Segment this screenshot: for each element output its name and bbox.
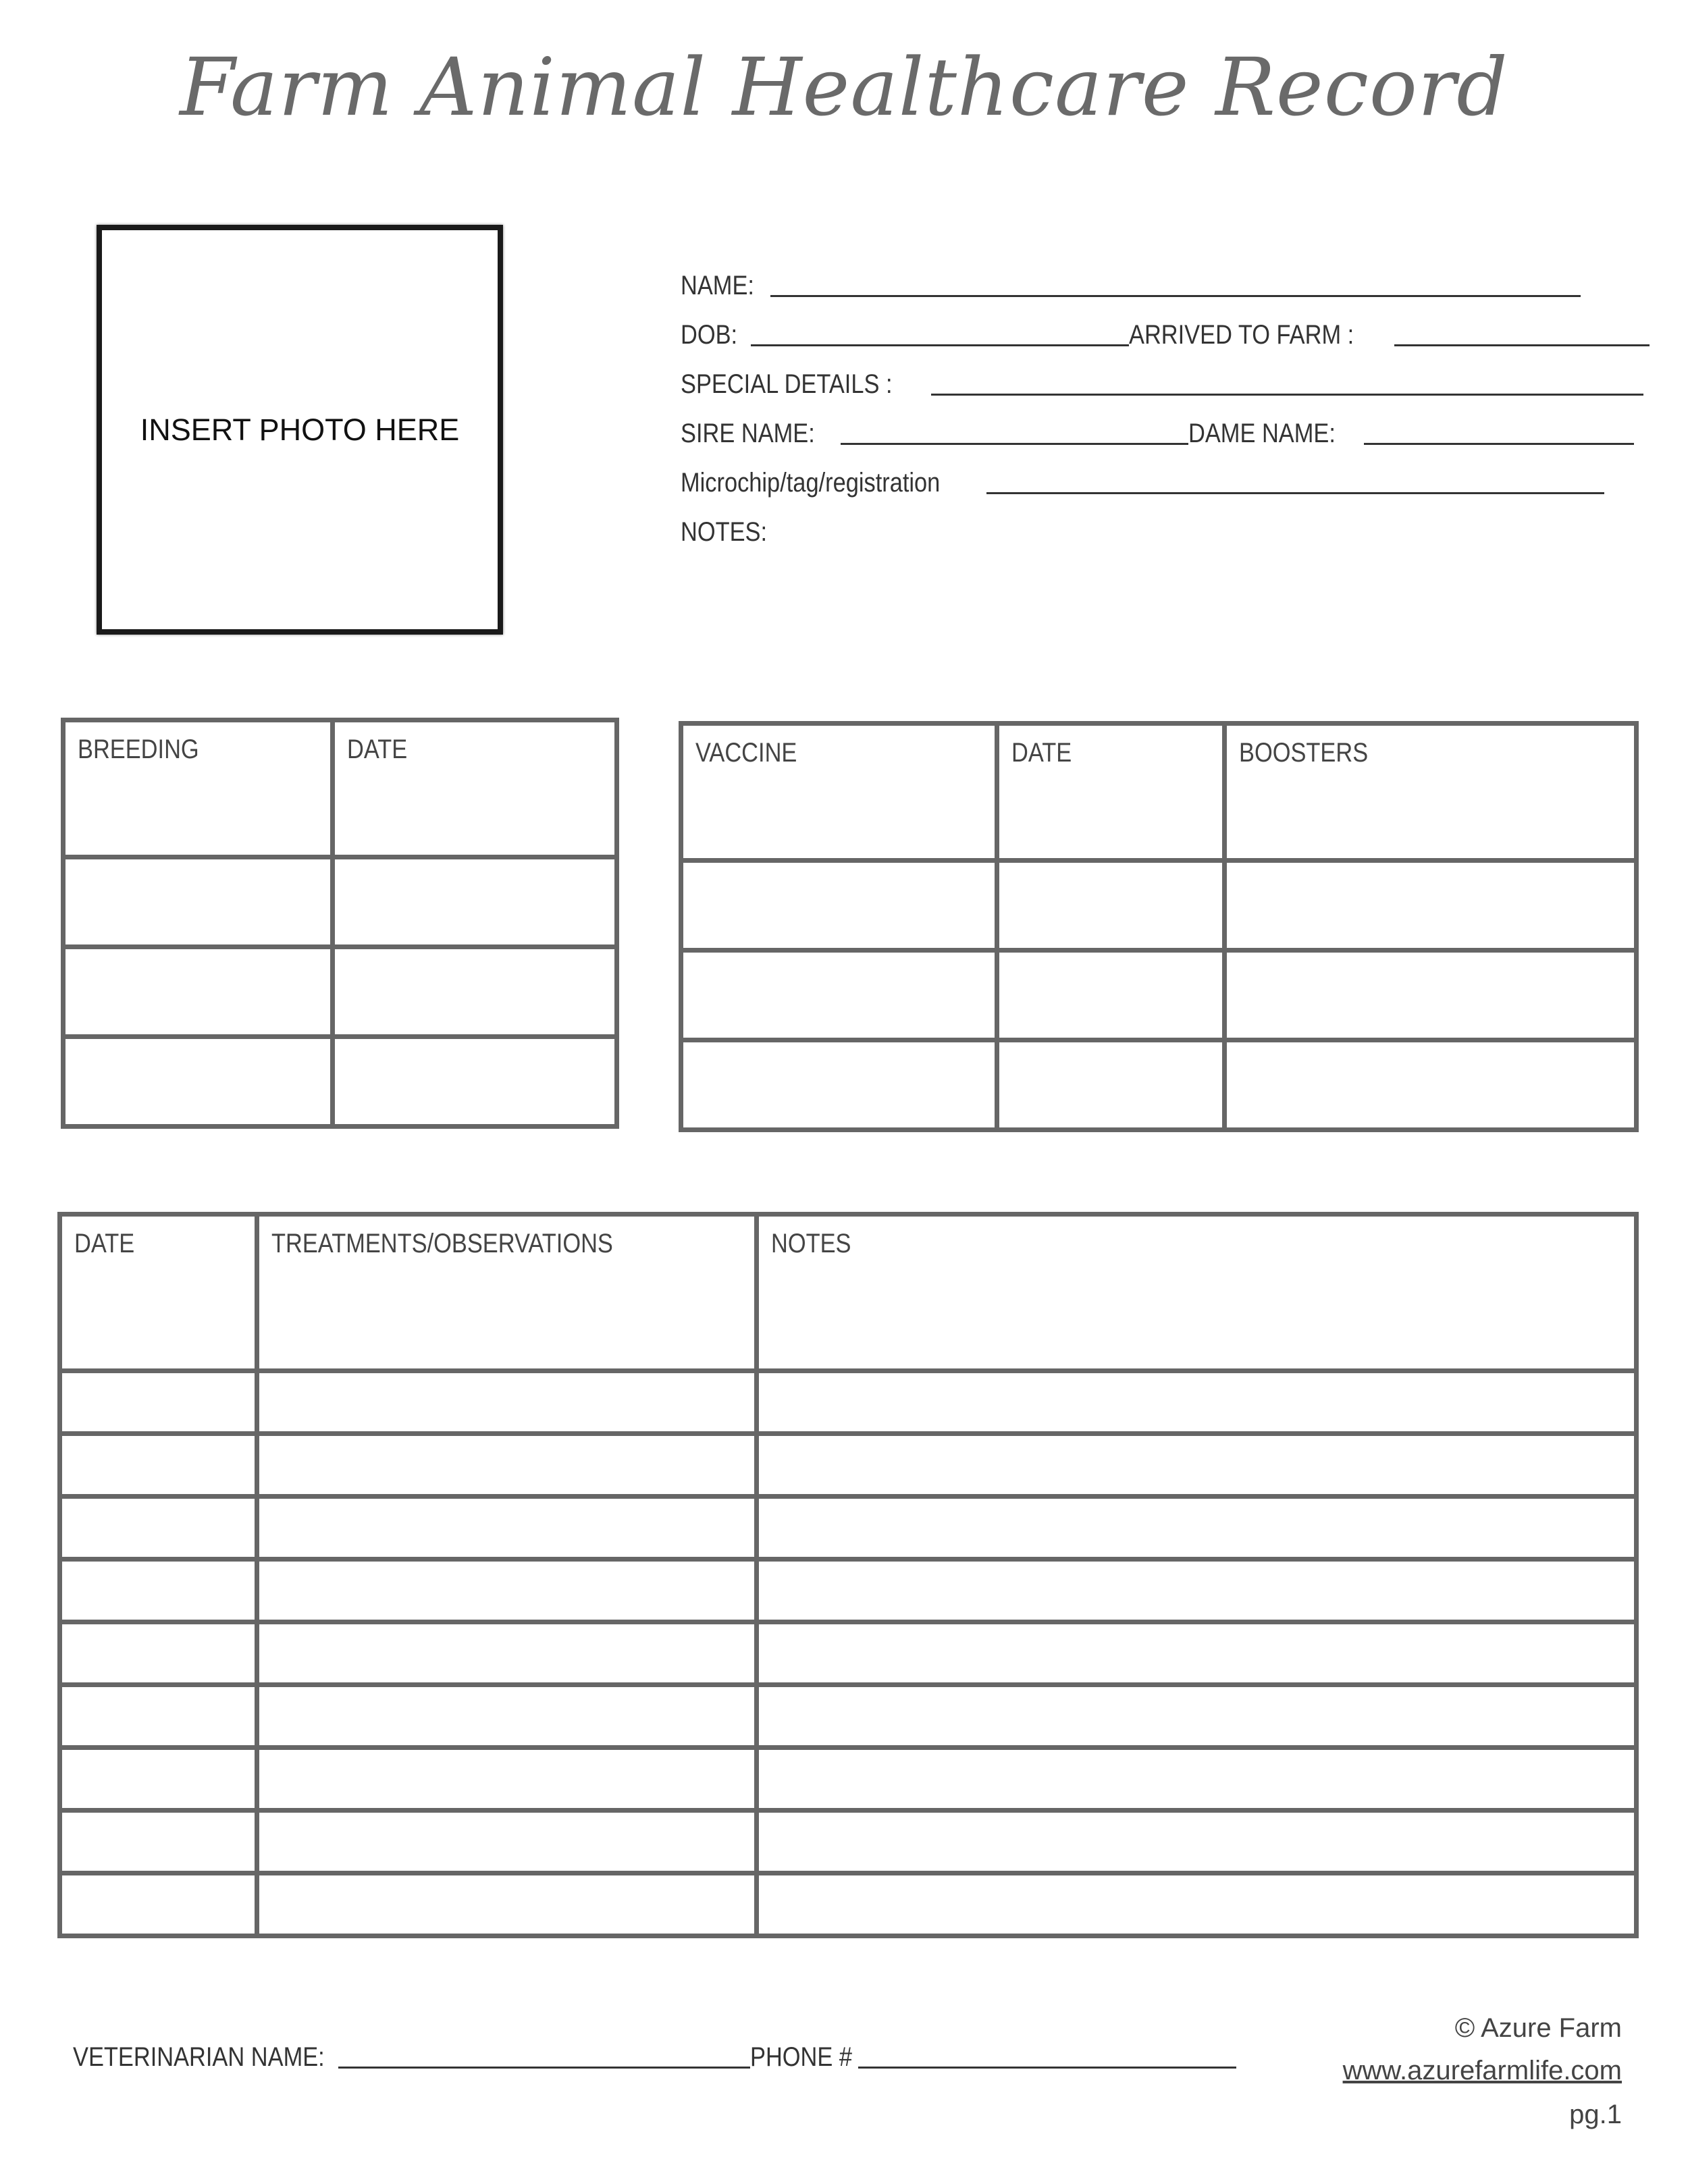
table-cell[interactable]: [60, 1434, 257, 1497]
table-cell[interactable]: [997, 861, 1225, 951]
table-cell[interactable]: [60, 1748, 257, 1811]
page-number: pg.1: [1569, 2100, 1622, 2129]
boosters-header: BOOSTERS: [1225, 724, 1637, 861]
table-row: [63, 1037, 617, 1127]
treatment-date-header: DATE: [60, 1215, 257, 1371]
table-row: [60, 1748, 1637, 1811]
special-details-field[interactable]: [681, 362, 1643, 400]
table-row: [63, 947, 617, 1037]
table-cell[interactable]: [63, 947, 333, 1037]
table-cell[interactable]: [257, 1685, 757, 1748]
table-cell[interactable]: [333, 1037, 617, 1127]
table-cell[interactable]: [60, 1811, 257, 1873]
table-cell[interactable]: [1225, 861, 1637, 951]
table-cell[interactable]: [757, 1371, 1637, 1434]
table-cell[interactable]: [757, 1748, 1637, 1811]
breeding-date-header: DATE: [333, 720, 617, 857]
table-row: [60, 1560, 1637, 1622]
table-cell[interactable]: [257, 1497, 757, 1560]
phone-label: PHONE #: [750, 2042, 853, 2072]
table-cell[interactable]: [681, 861, 997, 951]
table-cell[interactable]: [63, 857, 333, 947]
sire-line[interactable]: [841, 443, 1188, 445]
table-cell[interactable]: [1225, 1040, 1637, 1130]
table-cell[interactable]: [333, 947, 617, 1037]
parents-row: [681, 411, 1634, 449]
dame-line[interactable]: [1364, 443, 1634, 445]
vet-footer: [73, 2032, 1236, 2073]
table-cell[interactable]: [997, 1040, 1225, 1130]
table-cell[interactable]: [257, 1811, 757, 1873]
table-cell[interactable]: [757, 1560, 1637, 1622]
table-cell[interactable]: [60, 1622, 257, 1685]
dob-line[interactable]: [751, 344, 1129, 346]
vaccine-table: [679, 721, 1639, 1132]
table-header-row: [681, 724, 1637, 861]
treatments-header: TREATMENTS/OBSERVATIONS: [257, 1215, 757, 1371]
vet-name-label: VETERINARIAN NAME:: [73, 2042, 325, 2072]
table-cell[interactable]: [757, 1434, 1637, 1497]
treatment-notes-header: NOTES: [757, 1215, 1637, 1371]
vet-name-line[interactable]: [338, 2067, 750, 2069]
table-row: [60, 1811, 1637, 1873]
table-cell[interactable]: [757, 1873, 1637, 1936]
dob-row: [681, 313, 1650, 350]
vaccine-date-header: DATE: [997, 724, 1225, 861]
name-field[interactable]: [681, 263, 1581, 301]
name-line[interactable]: [770, 295, 1581, 297]
table-header-row: [60, 1215, 1637, 1371]
table-row: [60, 1685, 1637, 1748]
table-cell[interactable]: [997, 951, 1225, 1040]
table-row: [681, 1040, 1637, 1130]
table-cell[interactable]: [60, 1560, 257, 1622]
name-label: NAME:: [681, 271, 754, 300]
website-link[interactable]: www.azurefarmlife.com: [1342, 2056, 1622, 2085]
special-details-line[interactable]: [931, 394, 1643, 396]
table-cell[interactable]: [257, 1748, 757, 1811]
arrived-line[interactable]: [1394, 344, 1650, 346]
table-cell[interactable]: [257, 1622, 757, 1685]
table-row: [60, 1371, 1637, 1434]
table-cell[interactable]: [757, 1622, 1637, 1685]
microchip-line[interactable]: [986, 492, 1604, 494]
table-cell[interactable]: [60, 1685, 257, 1748]
dob-label: DOB:: [681, 320, 738, 350]
table-row: [681, 861, 1637, 951]
table-cell[interactable]: [63, 1037, 333, 1127]
notes-field[interactable]: [681, 510, 781, 548]
table-cell[interactable]: [681, 1040, 997, 1130]
breeding-table: [61, 718, 619, 1129]
table-row: [63, 857, 617, 947]
table-row: [681, 951, 1637, 1040]
copyright-text: © Azure Farm: [1454, 2013, 1622, 2043]
special-details-label: SPECIAL DETAILS :: [681, 369, 893, 399]
phone-line[interactable]: [858, 2067, 1236, 2069]
breeding-header: BREEDING: [63, 720, 333, 857]
page-title: Farm Animal Healthcare Record: [180, 41, 1508, 134]
notes-label: NOTES:: [681, 517, 768, 547]
table-cell[interactable]: [60, 1497, 257, 1560]
table-cell[interactable]: [257, 1371, 757, 1434]
treatments-table: [57, 1212, 1639, 1938]
table-header-row: [63, 720, 617, 857]
photo-placeholder-label: INSERT PHOTO HERE: [140, 412, 460, 447]
microchip-field[interactable]: [681, 460, 1604, 498]
table-cell[interactable]: [681, 951, 997, 1040]
microchip-label: Microchip/tag/registration: [681, 468, 941, 498]
table-row: [60, 1497, 1637, 1560]
table-cell[interactable]: [257, 1873, 757, 1936]
table-cell[interactable]: [1225, 951, 1637, 1040]
table-cell[interactable]: [257, 1434, 757, 1497]
table-row: [60, 1434, 1637, 1497]
vaccine-header: VACCINE: [681, 724, 997, 861]
table-row: [60, 1873, 1637, 1936]
dame-label: DAME NAME:: [1188, 419, 1336, 448]
table-cell[interactable]: [60, 1371, 257, 1434]
sire-label: SIRE NAME:: [681, 419, 815, 448]
arrived-label: ARRIVED TO FARM :: [1128, 320, 1354, 350]
table-cell[interactable]: [757, 1497, 1637, 1560]
table-cell[interactable]: [60, 1873, 257, 1936]
table-cell[interactable]: [757, 1811, 1637, 1873]
table-cell[interactable]: [333, 857, 617, 947]
table-row: [60, 1622, 1637, 1685]
table-cell[interactable]: [257, 1560, 757, 1622]
table-cell[interactable]: [757, 1685, 1637, 1748]
photo-placeholder[interactable]: [97, 225, 503, 635]
